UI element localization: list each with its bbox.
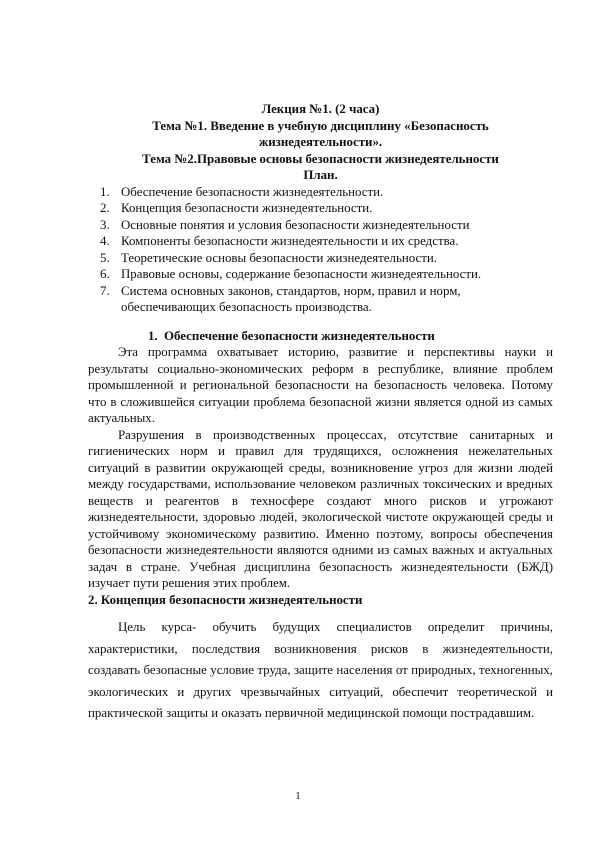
plan-item [88, 266, 553, 283]
plan-item-text: Основные понятия и условия безопасности жизнедеятельности [121, 217, 470, 232]
plan-item [88, 184, 553, 201]
plan-item-text: Концепция безопасности жизнедеятельности. [121, 201, 373, 215]
plan-item-number: 5. [100, 250, 110, 265]
plan-item-text: Обеспечение безопасности жизнедеятельности. [121, 184, 384, 199]
plan-item-number: 3. [100, 217, 110, 232]
section-1-title: Обеспечение безопасности жизнедеятельности [164, 328, 435, 343]
section-1-number: 1. [148, 328, 158, 343]
page-content [88, 101, 553, 725]
topic-2-heading: Тема №2.Правовые основы безопасности жизнедеятельности [142, 151, 499, 166]
plan-heading: План. [303, 168, 338, 182]
plan-item-number: 2. [100, 201, 110, 215]
section-2-paragraph: Цель курса- обучить будущих специалистов определит причины, характеристики, последствия возникновения рисков в жизнедеятельности, создавать безопасные условие труда, защите населения от природных, техногенных, экологических и других чрезвычайных ситуаций, обеспечит теоретической и практической защиты и оказать первичной медицинской помощи пострадавшим. [88, 620, 553, 720]
plan-item [88, 283, 553, 316]
plan-item [88, 250, 553, 267]
plan-item-number: 6. [100, 267, 110, 281]
plan-item-text: Теоретические основы безопасности жизнедеятельности. [121, 250, 437, 265]
page-number: 1 [295, 790, 301, 802]
plan-item-number: 7. [100, 283, 110, 298]
topic-1-heading: Тема №1. Введение в учебную дисциплину «Безопасность жизнедеятельности». [152, 118, 489, 149]
plan-item [88, 200, 553, 217]
plan-item [88, 233, 553, 250]
section-1-paragraph: Эта программа охватывает историю, развитие и перспективы науки и результаты социально-экономических реформ в республике, влияние проблем промышленной и региональной безопасности на безопасность человека. Потому что в сложившейся ситуации проблема безопасной жизни является одной из самых актуальных. [88, 345, 553, 425]
plan-item-number: 1. [100, 184, 110, 199]
plan-item-number: 4. [100, 234, 110, 248]
plan-list [88, 184, 553, 316]
section-2-heading: 2. Концепция безопасности жизнедеятельности [88, 592, 363, 607]
section-1-paragraph: Разрушения в производственных процессах, отсутствие санитарных и гигиенических норм и правил для трудящихся, осложнения нежелательных ситуаций в развитии окружающей среды, возникновение угроз для жизни людей между государствами, использование человеком различных токсических и вредных веществ и реагентов в техносфере создают много рисков и угрожают жизнедеятельности, здоровью людей, экологической чистоте окружающей среды и устойчивому экономическому развитию. Именно поэтому, вопросы обеспечения безопасности жизнедеятельности являются одними из самых важных и актуальных задач в стране. Учебная дисциплина безопасность жизнедеятельности (БЖД) изучает пути решения этих проблем. [88, 427, 553, 590]
plan-item [88, 217, 553, 234]
plan-item-text: Правовые основы, содержание безопасности жизнедеятельности. [121, 267, 482, 281]
plan-item-text: Система основных законов, стандартов, норм, правил и норм, обеспечивающих безопасность производства. [121, 283, 461, 314]
lecture-title: Лекция №1. (2 часа) [261, 102, 380, 116]
plan-item-text: Компоненты безопасности жизнедеятельности и их средства. [121, 234, 459, 248]
section-1-heading [88, 328, 553, 345]
